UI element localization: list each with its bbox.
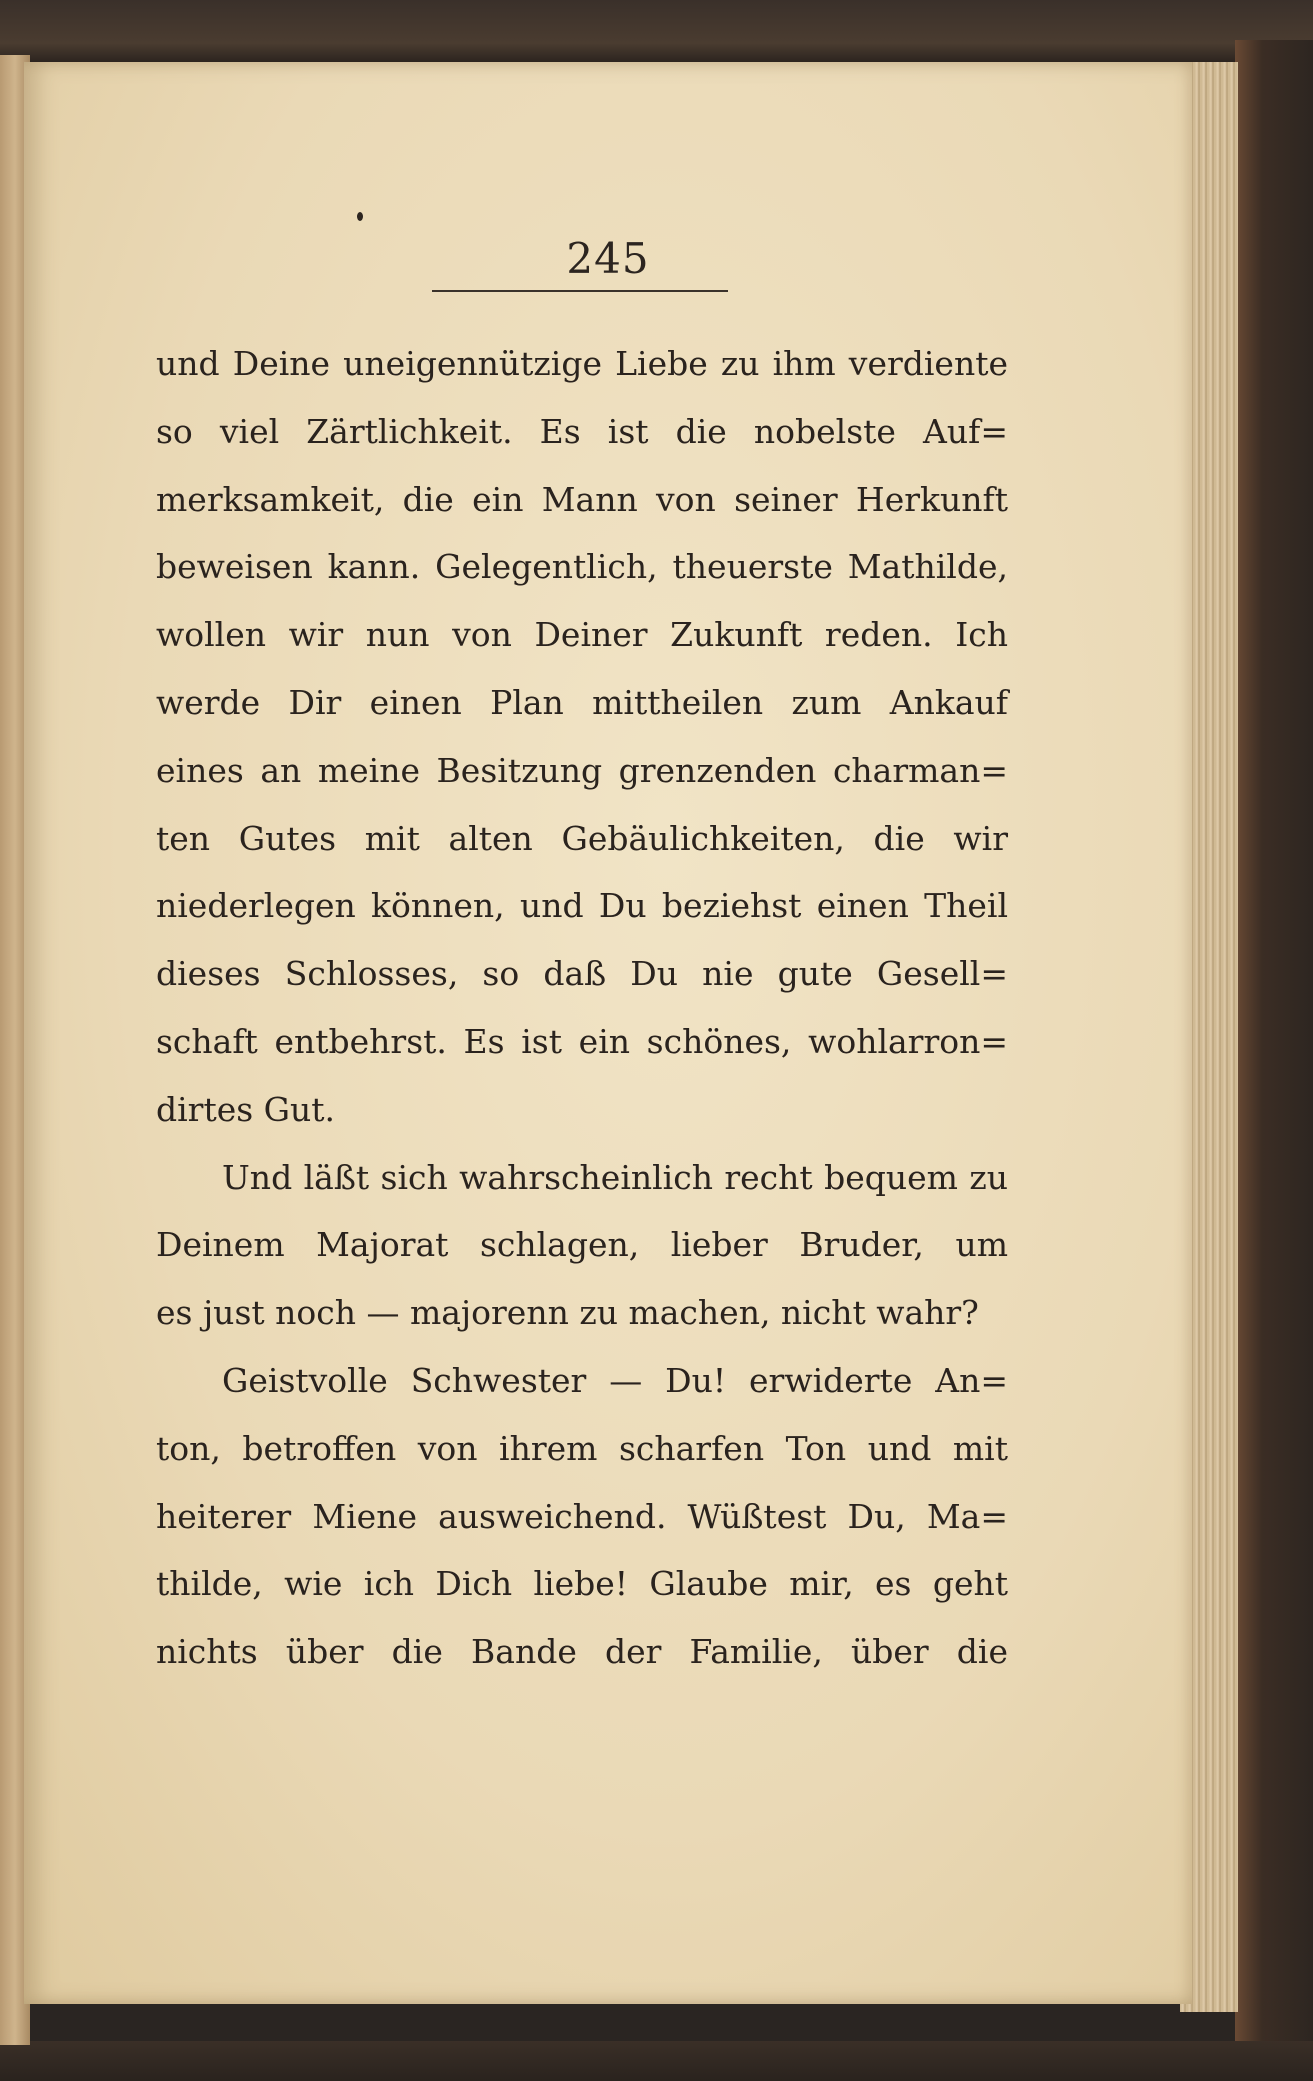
book-cover-bottom xyxy=(0,2041,1313,2081)
text-line: ten Gutes mit alten Gebäulichkeiten, die wir xyxy=(156,818,1008,858)
book-page xyxy=(24,62,1192,2004)
text-line: schaft entbehrst. Es ist ein schönes, wohlarron= xyxy=(156,1021,1008,1061)
ink-speck xyxy=(357,212,363,221)
text-line: so viel Zärtlichkeit. Es ist die nobelste Auf= xyxy=(156,411,1008,451)
text-line: thilde, wie ich Dich liebe! Glaube mir, es geht xyxy=(156,1564,1008,1604)
book-cover-right xyxy=(1235,40,1313,2081)
text-line: wollen wir nun von Deiner Zukunft reden. Ich xyxy=(156,615,1008,655)
text-line: Deinem Majorat schlagen, lieber Bruder, um xyxy=(156,1225,1008,1265)
text-line: Und läßt sich wahrscheinlich recht bequem zu xyxy=(222,1157,1008,1197)
text-line: eines an meine Besitzung grenzenden charman= xyxy=(156,750,1008,790)
text-line: und Deine uneigennützige Liebe zu ihm verdiente xyxy=(156,344,1008,383)
text-line: Geistvolle Schwester — Du! erwiderte An= xyxy=(222,1360,1008,1400)
text-line: heiterer Miene ausweichend. Wüßtest Du, Ma= xyxy=(156,1496,1008,1536)
text-line: werde Dir einen Plan mittheilen zum Ankauf xyxy=(156,682,1008,722)
text-line: es just noch — majorenn zu machen, nicht wahr? xyxy=(156,1293,979,1333)
text-line: ton, betroffen von ihrem scharfen Ton und mit xyxy=(156,1428,1008,1468)
header-rule xyxy=(432,290,728,292)
body-text xyxy=(156,330,1008,1686)
book-cover-top xyxy=(0,0,1313,62)
page-number: 245 xyxy=(566,234,650,283)
text-line: beweisen kann. Gelegentlich, theuerste Mathilde, xyxy=(156,547,1008,587)
text-line: merksamkeit, die ein Mann von seiner Herkunft xyxy=(156,479,1008,519)
text-line: dieses Schlosses, so daß Du nie gute Gesell= xyxy=(156,954,1008,994)
text-line: nichts über die Bande der Familie, über die xyxy=(156,1632,1008,1672)
text-line: dirtes Gut. xyxy=(156,1089,336,1129)
text-line: niederlegen können, und Du beziehst einen Theil xyxy=(156,886,1008,926)
